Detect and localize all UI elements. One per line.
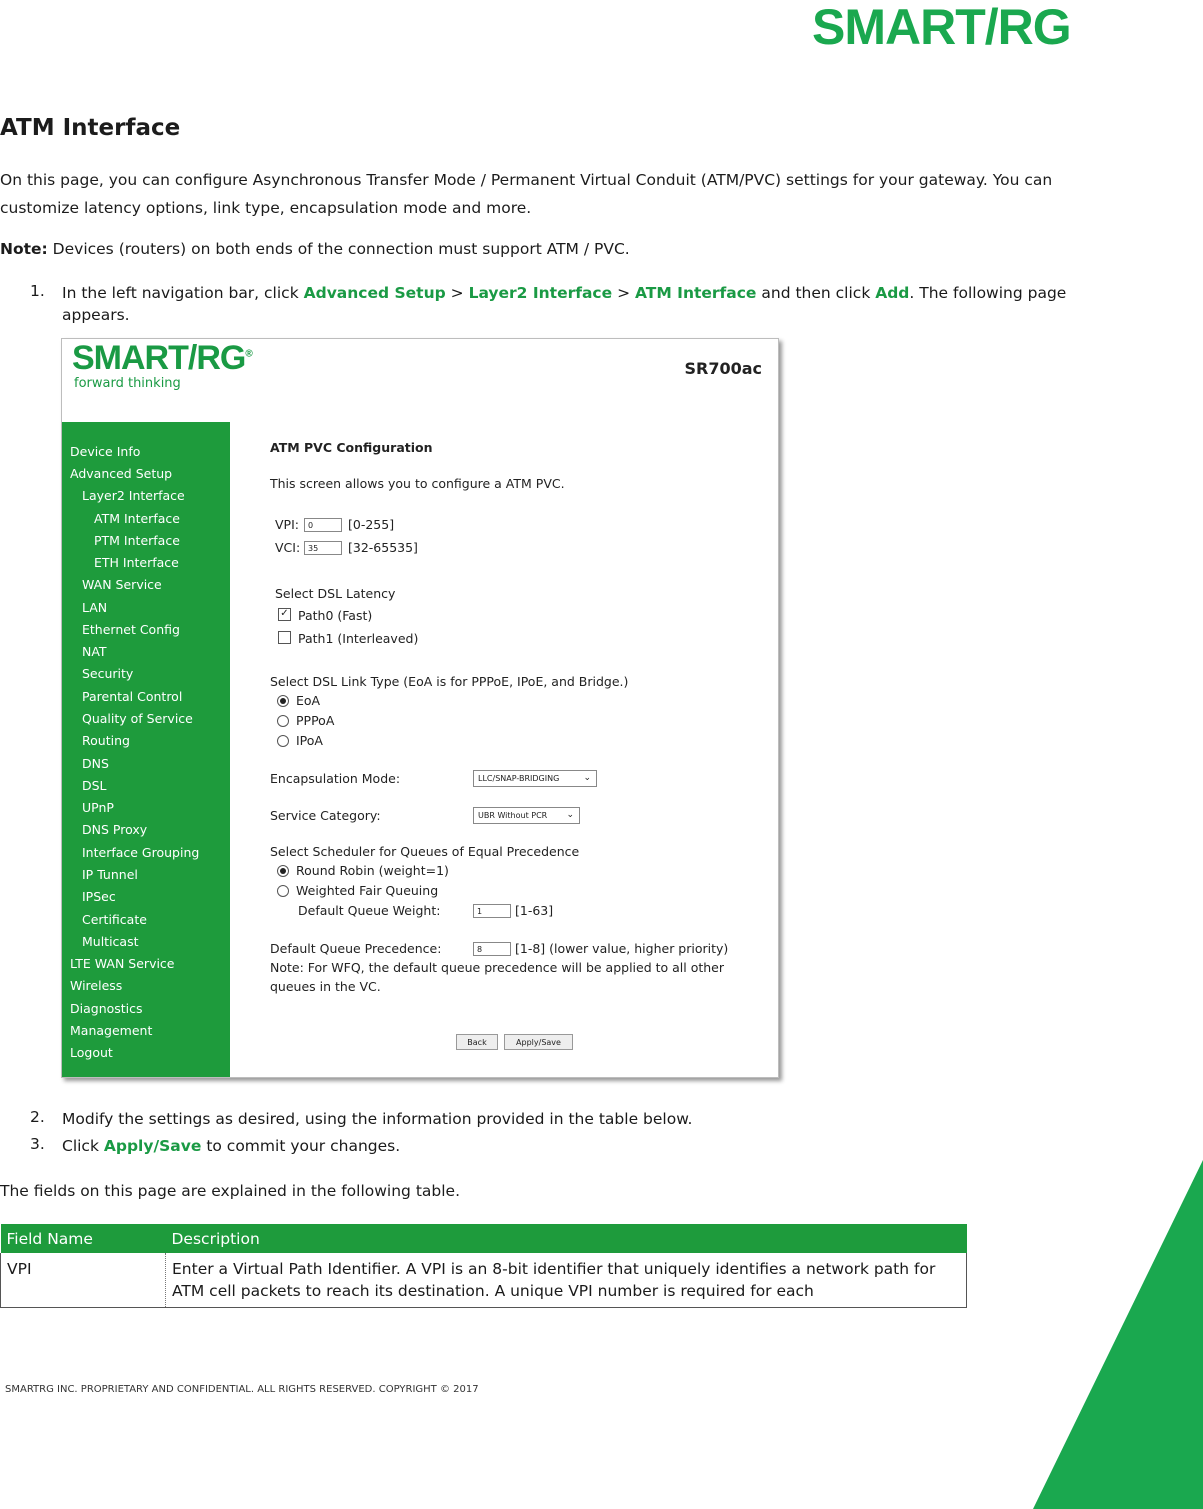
nav-logout[interactable]: Logout: [70, 1045, 113, 1060]
router-screenshot: [61, 338, 779, 1078]
intro-paragraph: On this page, you can configure Asynchronous Transfer Mode / Permanent Virtual Conduit (ATM/PVC) settings for your gateway. You can customize latency options, link type, encapsulation mode and more.: [0, 171, 1053, 217]
nav-dns-proxy[interactable]: DNS Proxy: [82, 822, 148, 837]
router-tagline: forward thinking: [74, 376, 181, 391]
back-button[interactable]: Back: [456, 1034, 498, 1050]
chevron-down-icon: ⌄: [583, 773, 591, 783]
link-ipoa-radio[interactable]: [277, 735, 289, 747]
nav-management[interactable]: Management: [70, 1023, 153, 1038]
link-advanced-setup[interactable]: Advanced Setup: [303, 284, 446, 302]
brand-logo: SMART/RG: [812, 0, 1071, 55]
wfq-note-line2: queues in the VC.: [270, 979, 381, 994]
nav-parental-control[interactable]: Parental Control: [82, 689, 183, 704]
router-content: [230, 422, 778, 1077]
link-layer2-interface[interactable]: Layer2 Interface: [468, 284, 613, 302]
nav-ptm-interface[interactable]: PTM Interface: [94, 533, 180, 548]
link-add[interactable]: Add: [875, 284, 910, 302]
nav-device-info[interactable]: Device Info: [70, 444, 141, 459]
header-field-name: Field Name: [1, 1224, 166, 1253]
nav-ethernet-config[interactable]: Ethernet Config: [82, 622, 180, 637]
chevron-down-icon: ⌄: [566, 810, 574, 820]
apply-save-button[interactable]: Apply/Save: [504, 1034, 573, 1050]
linktype-label: Select DSL Link Type (EoA is for PPPoE, IPoE, and Bridge.): [270, 674, 629, 689]
router-nav: [62, 422, 230, 1078]
nav-layer2-interface[interactable]: Layer2 Interface: [82, 488, 185, 503]
wfq-note-line1: Note: For WFQ, the default queue precedence will be applied to all other: [270, 960, 725, 975]
service-select[interactable]: UBR Without PCR ⌄: [473, 807, 580, 824]
nav-diagnostics[interactable]: Diagnostics: [70, 1001, 143, 1016]
page-title: ATM Interface: [0, 115, 181, 141]
link-pppoa-label: PPPoA: [296, 713, 335, 728]
vpi-range: [0-255]: [348, 517, 395, 532]
vci-input[interactable]: 35: [304, 541, 342, 555]
footer-copyright: SMARTRG INC. PROPRIETARY AND CONFIDENTIAL. ALL RIGHTS RESERVED. COPYRIGHT © 2017: [5, 1384, 479, 1395]
queue-prec-range: [1-8] (lower value, higher priority): [515, 941, 729, 956]
scheduler-label: Select Scheduler for Queues of Equal Precedence: [270, 844, 580, 859]
row-description: Enter a Virtual Path Identifier. A VPI is an 8-bit identifier that uniquely identifies a network path for ATM cell packets to reach its destination. A unique VPI number is required for each: [166, 1253, 967, 1308]
step-3: Click Apply/Save to commit your changes.: [62, 1137, 401, 1155]
step-1-number: 1.: [30, 282, 45, 300]
note-label: Note:: [0, 240, 48, 258]
nav-multicast[interactable]: Multicast: [82, 934, 139, 949]
header-description: Description: [166, 1224, 967, 1253]
encap-label: Encapsulation Mode:: [270, 771, 401, 786]
atm-pvc-heading: ATM PVC Configuration: [270, 440, 433, 455]
router-model: SR700ac: [684, 359, 762, 378]
nav-certificate[interactable]: Certificate: [82, 912, 147, 927]
vpi-label: VPI:: [275, 517, 299, 532]
queue-weight-label: Default Queue Weight:: [298, 903, 441, 918]
note-text: Devices (routers) on both ends of the connection must support ATM / PVC.: [47, 240, 630, 258]
nav-lan[interactable]: LAN: [82, 600, 108, 615]
queue-weight-input[interactable]: 1: [473, 904, 511, 918]
nav-upnp[interactable]: UPnP: [82, 800, 114, 815]
latency-path1-label: Path1 (Interleaved): [298, 631, 419, 646]
vci-label: VCI:: [275, 540, 301, 555]
row-field: VPI: [1, 1253, 166, 1308]
nav-wan-service[interactable]: WAN Service: [82, 577, 162, 592]
link-eoa-label: EoA: [296, 693, 321, 708]
link-apply-save[interactable]: Apply/Save: [103, 1137, 202, 1155]
sched-wfq-radio[interactable]: [277, 885, 289, 897]
step-2: Modify the settings as desired, using the information provided in the table below.: [62, 1110, 693, 1128]
nav-lte-wan-service[interactable]: LTE WAN Service: [70, 956, 175, 971]
nav-dsl[interactable]: DSL: [82, 778, 107, 793]
nav-security[interactable]: Security: [82, 666, 134, 681]
nav-ipsec[interactable]: IPSec: [82, 889, 116, 904]
link-pppoa-radio[interactable]: [277, 715, 289, 727]
link-ipoa-label: IPoA: [296, 733, 323, 748]
step-2-number: 2.: [30, 1108, 45, 1126]
table-row: [1, 1253, 967, 1308]
nav-interface-grouping[interactable]: Interface Grouping: [82, 845, 200, 860]
vci-range: [32-65535]: [348, 540, 418, 555]
sched-wfq-label: Weighted Fair Queuing: [296, 883, 439, 898]
queue-prec-label: Default Queue Precedence:: [270, 941, 442, 956]
nav-routing[interactable]: Routing: [82, 733, 130, 748]
latency-path0-checkbox[interactable]: ✓: [278, 608, 291, 621]
queue-prec-input[interactable]: 8: [473, 942, 511, 956]
queue-weight-range: [1-63]: [515, 903, 554, 918]
step-3-number: 3.: [30, 1135, 45, 1153]
nav-nat[interactable]: NAT: [82, 644, 107, 659]
link-atm-interface[interactable]: ATM Interface: [634, 284, 757, 302]
nav-wireless[interactable]: Wireless: [70, 978, 123, 993]
sched-rr-label: Round Robin (weight=1): [296, 863, 449, 878]
latency-label: Select DSL Latency: [275, 586, 396, 601]
nav-ip-tunnel[interactable]: IP Tunnel: [82, 867, 138, 882]
latency-path1-checkbox[interactable]: [278, 631, 291, 644]
router-logo: SMART/RG®: [72, 339, 252, 377]
table-intro: The fields on this page are explained in the following table.: [0, 1182, 461, 1200]
table-header-row: [1, 1224, 967, 1253]
vpi-input[interactable]: 0: [304, 518, 342, 532]
nav-quality-of-service[interactable]: Quality of Service: [82, 711, 193, 726]
note-paragraph: [0, 235, 630, 263]
corner-triangle-decoration: [1030, 1160, 1203, 1509]
service-label: Service Category:: [270, 808, 381, 823]
nav-dns[interactable]: DNS: [82, 756, 109, 771]
fields-table: [0, 1224, 967, 1308]
atm-pvc-desc: This screen allows you to configure a ATM PVC.: [270, 476, 565, 491]
nav-eth-interface[interactable]: ETH Interface: [94, 555, 179, 570]
encap-select[interactable]: LLC/SNAP-BRIDGING ⌄: [473, 770, 597, 787]
nav-advanced-setup[interactable]: Advanced Setup: [70, 466, 173, 481]
corner-triangle: [1033, 1160, 1203, 1509]
sched-rr-radio[interactable]: [277, 865, 289, 877]
nav-atm-interface[interactable]: ATM Interface: [94, 511, 180, 526]
step-1: In the left navigation bar, click Advanced Setup > Layer2 Interface > ATM Interface and then click Add. The following page appears.: [62, 284, 1067, 324]
latency-path0-label: Path0 (Fast): [298, 608, 373, 623]
link-eoa-radio[interactable]: [277, 695, 289, 707]
